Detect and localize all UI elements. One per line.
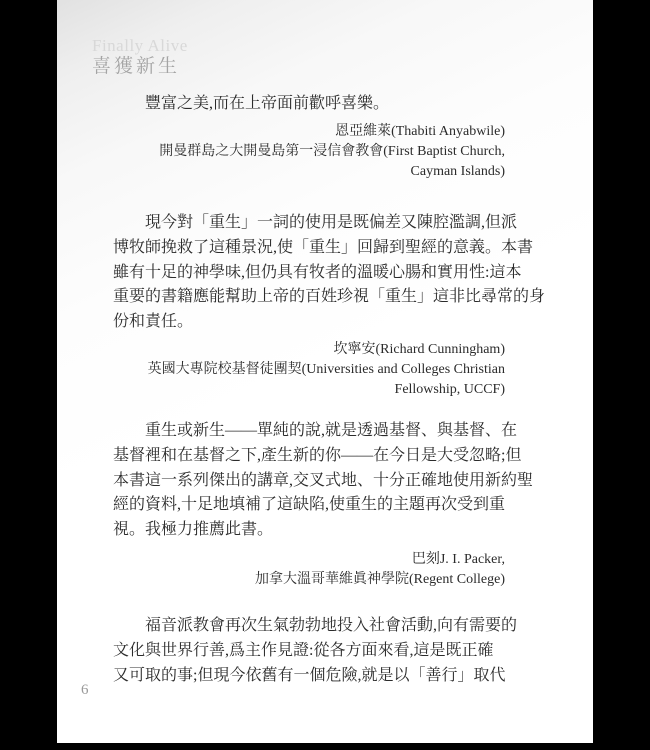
book-page bbox=[57, 0, 593, 743]
scan-frame-bottom bbox=[0, 743, 650, 750]
attribution-packer bbox=[113, 550, 505, 590]
endorsement-next-quote bbox=[113, 614, 537, 688]
text-line: 重生或新生——單純的說,就是透過基督、與基督、在 bbox=[145, 422, 518, 439]
text-line: 現今對「重生」一詞的使用是既偏差又陳腔濫調,但派 bbox=[145, 214, 518, 231]
attribution-affiliation-cont: Cayman Islands) bbox=[410, 164, 505, 179]
attribution-affiliation: 加拿大溫哥華維眞神學院(Regent College) bbox=[254, 572, 505, 587]
attribution-name: 恩亞維萊(Thabiti Anyabwile) bbox=[335, 124, 505, 139]
text-line: 雖有十足的神學味,但仍具有牧者的溫暖心腸和實用性:這本 bbox=[113, 263, 522, 281]
scan-frame-right bbox=[593, 0, 650, 750]
text-line: 經的資料,十足地填補了這缺陷,使重生的主題再次受到重 bbox=[113, 496, 506, 514]
attribution-affiliation-cont: Fellowship, UCCF) bbox=[394, 382, 505, 397]
text-line: 豐富之美,而在上帝面前歡呼喜樂。 bbox=[145, 95, 390, 112]
attribution-affiliation: 開曼群島之大開曼島第一浸信會教會(First Baptist Church, bbox=[159, 144, 505, 159]
book-title-chinese: 喜獲新生 bbox=[92, 56, 181, 77]
text-line: 份和責任。 bbox=[113, 313, 194, 331]
text-line: 基督裡和在基督之下,產生新的你——在今日是大受忽略;但 bbox=[113, 446, 522, 464]
attribution-affiliation: 英國大專院校基督徒團契(Universities and Colleges Christian bbox=[147, 362, 505, 377]
book-title-english: Finally Alive bbox=[92, 36, 188, 55]
page-content bbox=[113, 0, 546, 743]
endorsement-packer-quote bbox=[113, 419, 537, 543]
endorsement-cunningham-quote bbox=[113, 211, 546, 335]
attribution-name: 巴刻J. I. Packer, bbox=[411, 552, 505, 567]
endorsement-quote-tail bbox=[113, 92, 537, 117]
text-line: 重要的書籍應能幫助上帝的百姓珍視「重生」這非比尋常的身 bbox=[113, 288, 546, 306]
attribution-cunningham bbox=[113, 340, 505, 400]
attribution-anyabwile bbox=[113, 122, 505, 182]
page-number: 6 bbox=[81, 682, 89, 698]
text-line: 又可取的事;但現今依舊有一個危險,就是以「善行」取代 bbox=[113, 666, 506, 684]
attribution-name: 坎寧安(Richard Cunningham) bbox=[333, 342, 505, 357]
text-line: 福音派教會再次生氣勃勃地投入社會活動,向有需要的 bbox=[145, 617, 518, 634]
text-line: 文化與世界行善,爲主作見證:從各方面來看,這是既正確 bbox=[113, 641, 494, 659]
text-line: 本書這一系列傑出的講章,交叉式地、十分正確地使用新約聖 bbox=[113, 471, 534, 489]
text-line: 視。我極力推薦此書。 bbox=[113, 521, 274, 539]
text-line: 博牧師挽救了這種景況,使「重生」回歸到聖經的意義。本書 bbox=[113, 238, 534, 256]
scan-frame-left bbox=[0, 0, 57, 750]
